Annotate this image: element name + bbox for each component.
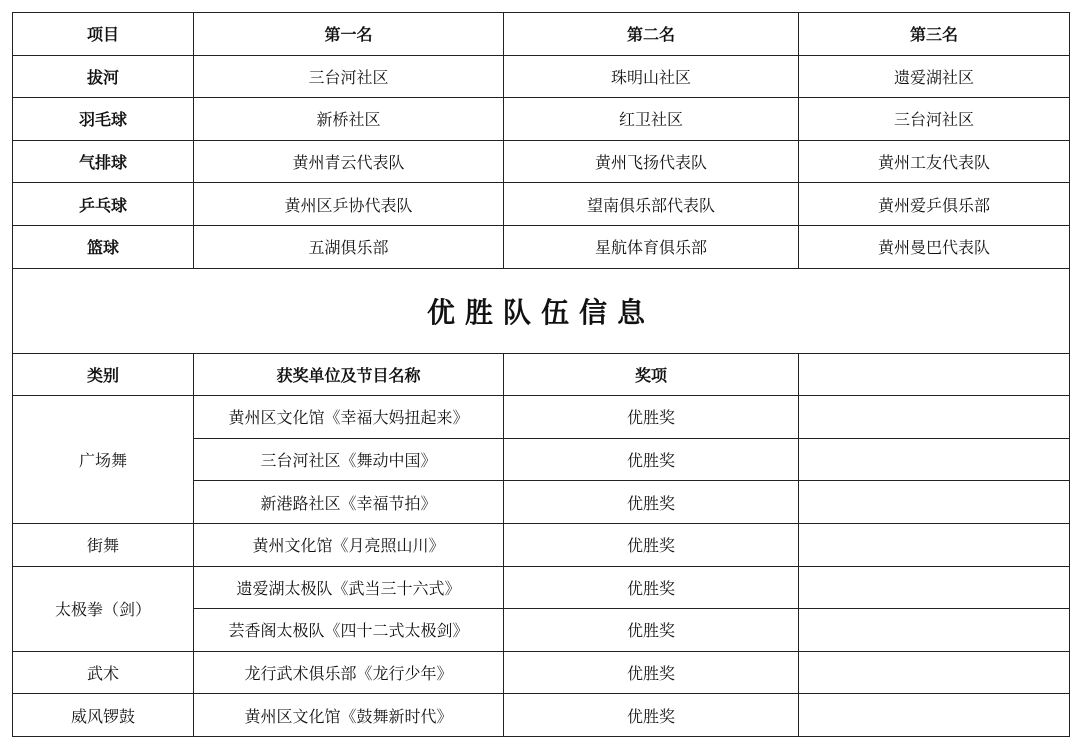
category-cell: 太极拳（剑） <box>13 566 194 651</box>
table-row <box>13 566 1070 609</box>
unit-cell: 龙行武术俱乐部《龙行少年》 <box>194 651 504 694</box>
unit-cell: 三台河社区《舞动中国》 <box>194 438 504 481</box>
category-cell: 武术 <box>13 651 194 694</box>
item-cell: 拔河 <box>13 55 194 98</box>
second-cell: 望南俱乐部代表队 <box>504 183 799 226</box>
category-cell: 街舞 <box>13 523 194 566</box>
award-cell: 优胜奖 <box>504 396 799 439</box>
blank-cell <box>799 438 1070 481</box>
unit-cell: 黄州区文化馆《鼓舞新时代》 <box>194 694 504 737</box>
table-row <box>13 98 1070 141</box>
award-cell: 优胜奖 <box>504 609 799 652</box>
header-category: 类别 <box>13 353 194 396</box>
item-cell: 气排球 <box>13 140 194 183</box>
first-cell: 五湖俱乐部 <box>194 225 504 268</box>
award-cell: 优胜奖 <box>504 438 799 481</box>
table-row <box>13 523 1070 566</box>
header-second: 第二名 <box>504 13 799 56</box>
item-cell: 乒乓球 <box>13 183 194 226</box>
third-cell: 黄州爱乒俱乐部 <box>799 183 1070 226</box>
second-cell: 星航体育俱乐部 <box>504 225 799 268</box>
blank-cell <box>799 651 1070 694</box>
competition-header-row <box>13 13 1070 56</box>
blank-cell <box>799 523 1070 566</box>
third-cell: 黄州工友代表队 <box>799 140 1070 183</box>
second-cell: 黄州飞扬代表队 <box>504 140 799 183</box>
table-row <box>13 225 1070 268</box>
section-title-row <box>13 268 1070 353</box>
award-cell: 优胜奖 <box>504 523 799 566</box>
category-cell: 威风锣鼓 <box>13 694 194 737</box>
third-cell: 三台河社区 <box>799 98 1070 141</box>
results-table <box>12 12 1070 737</box>
table-row <box>13 55 1070 98</box>
award-cell: 优胜奖 <box>504 566 799 609</box>
header-third: 第三名 <box>799 13 1070 56</box>
third-cell: 遗爱湖社区 <box>799 55 1070 98</box>
blank-cell <box>799 481 1070 524</box>
blank-cell <box>799 694 1070 737</box>
first-cell: 黄州青云代表队 <box>194 140 504 183</box>
first-cell: 新桥社区 <box>194 98 504 141</box>
header-unit: 获奖单位及节目名称 <box>194 353 504 396</box>
blank-cell <box>799 609 1070 652</box>
table-row <box>13 651 1070 694</box>
table-row <box>13 694 1070 737</box>
item-cell: 篮球 <box>13 225 194 268</box>
first-cell: 黄州区乒协代表队 <box>194 183 504 226</box>
unit-cell: 遗爱湖太极队《武当三十六式》 <box>194 566 504 609</box>
award-cell: 优胜奖 <box>504 651 799 694</box>
header-first: 第一名 <box>194 13 504 56</box>
table-row <box>13 396 1070 439</box>
header-blank <box>799 353 1070 396</box>
third-cell: 黄州曼巴代表队 <box>799 225 1070 268</box>
blank-cell <box>799 566 1070 609</box>
table-row <box>13 140 1070 183</box>
table-row <box>13 183 1070 226</box>
section-title: 优胜队伍信息 <box>13 268 1070 353</box>
award-cell: 优胜奖 <box>504 694 799 737</box>
second-cell: 红卫社区 <box>504 98 799 141</box>
category-cell: 广场舞 <box>13 396 194 524</box>
blank-cell <box>799 396 1070 439</box>
award-cell: 优胜奖 <box>504 481 799 524</box>
unit-cell: 新港路社区《幸福节拍》 <box>194 481 504 524</box>
second-cell: 珠明山社区 <box>504 55 799 98</box>
first-cell: 三台河社区 <box>194 55 504 98</box>
header-item: 项目 <box>13 13 194 56</box>
winners-header-row <box>13 353 1070 396</box>
unit-cell: 黄州区文化馆《幸福大妈扭起来》 <box>194 396 504 439</box>
unit-cell: 黄州文化馆《月亮照山川》 <box>194 523 504 566</box>
item-cell: 羽毛球 <box>13 98 194 141</box>
header-award: 奖项 <box>504 353 799 396</box>
unit-cell: 芸香阁太极队《四十二式太极剑》 <box>194 609 504 652</box>
